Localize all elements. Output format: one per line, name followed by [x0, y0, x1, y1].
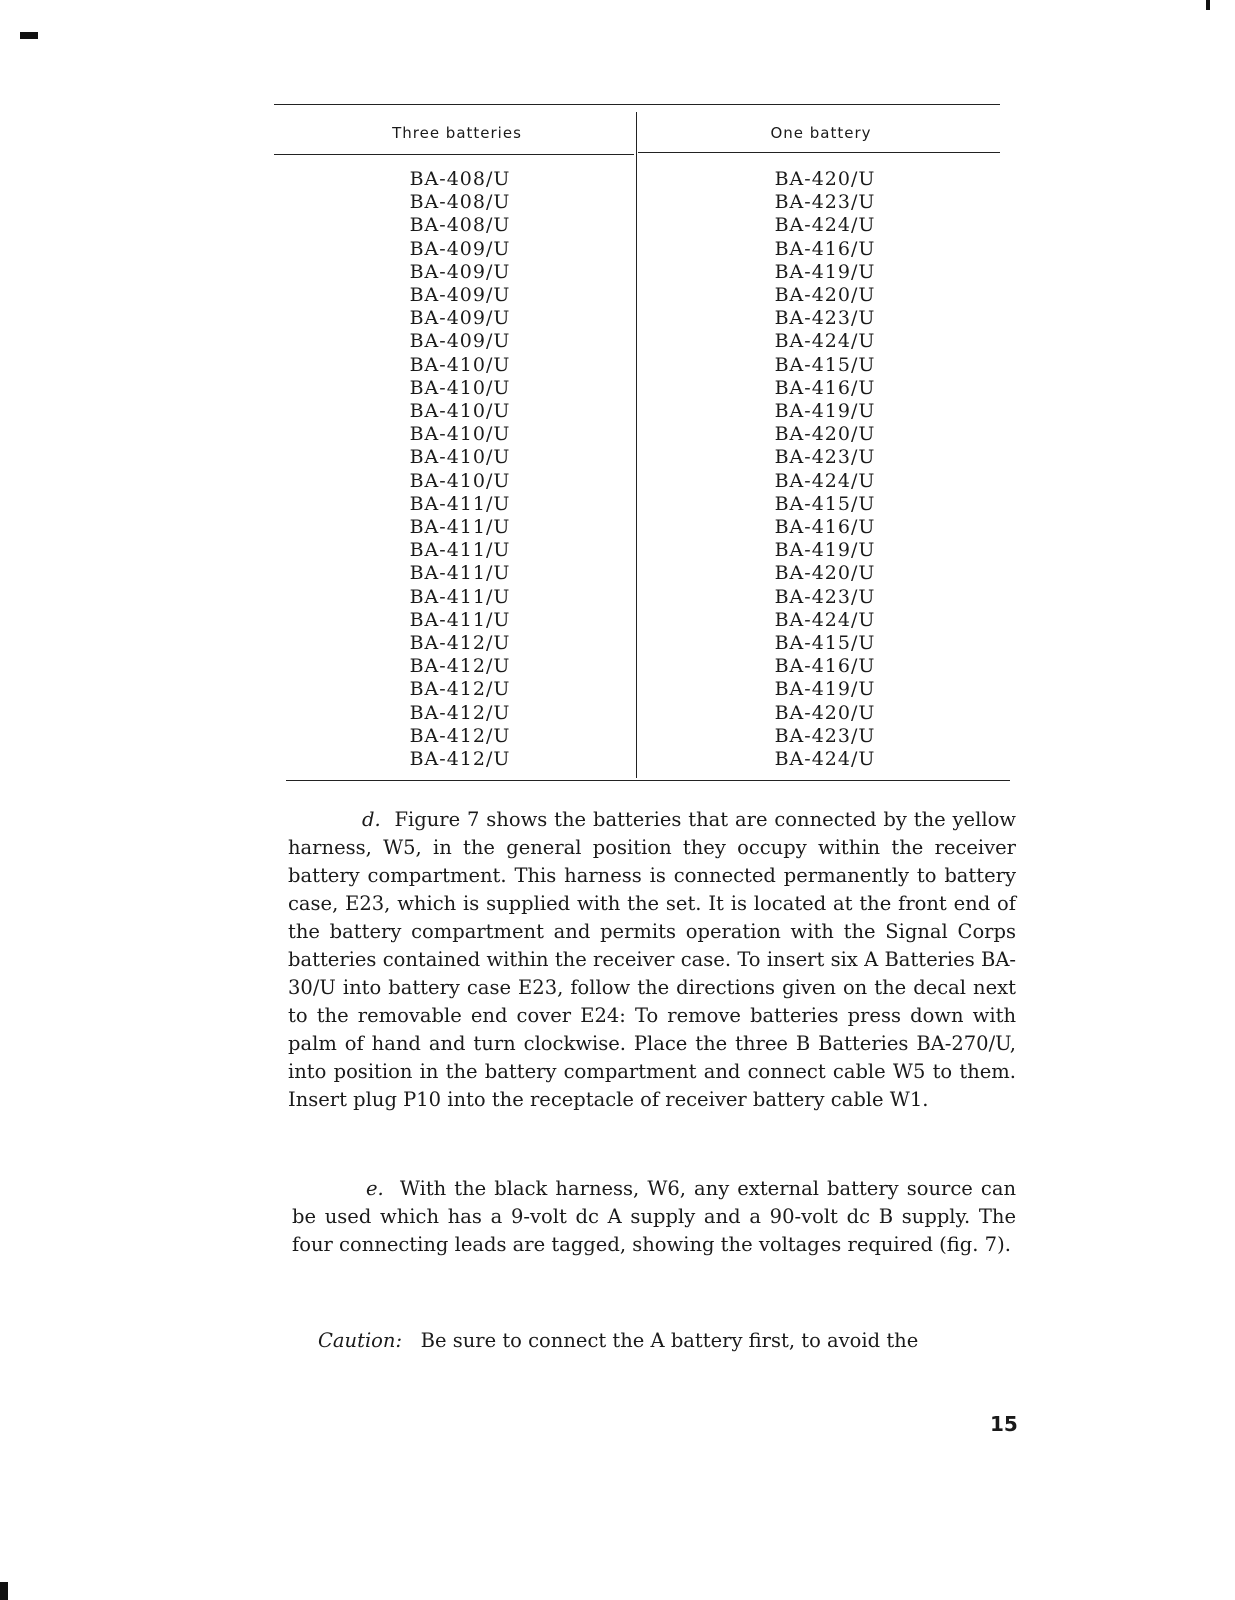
table-cell: BA-412/U: [409, 678, 511, 701]
column-divider: [636, 112, 637, 778]
table-cell: BA-412/U: [409, 632, 511, 655]
table-cell: BA-410/U: [409, 469, 511, 492]
table-cell: BA-410/U: [409, 400, 511, 423]
table-cell: BA-412/U: [409, 724, 511, 747]
table-cell: BA-410/U: [409, 376, 511, 399]
table-cell: BA-424/U: [774, 469, 876, 492]
table-cell: BA-409/U: [409, 284, 511, 307]
table-cell: BA-420/U: [774, 168, 876, 190]
caution-text: Be sure to connect the A battery first, to avoid the: [420, 1329, 919, 1352]
table-cell: BA-423/U: [774, 446, 876, 469]
header-rule-left: [274, 154, 634, 155]
scan-mark-top-right: [1206, 0, 1210, 10]
table-cell: BA-409/U: [409, 330, 511, 353]
header-one-battery: One battery: [770, 124, 872, 142]
table-cell: BA-412/U: [409, 701, 511, 724]
table-cell: BA-409/U: [409, 307, 511, 330]
table-cell: BA-409/U: [409, 260, 511, 283]
table-cell: BA-411/U: [409, 562, 511, 585]
table-cell: BA-412/U: [409, 748, 511, 771]
table-cell: BA-423/U: [774, 585, 876, 608]
table-cell: BA-411/U: [409, 585, 511, 608]
table-cell: BA-419/U: [774, 678, 876, 701]
table-cell: BA-410/U: [409, 423, 511, 446]
table-cell: BA-416/U: [774, 376, 876, 399]
table-cell: BA-419/U: [774, 400, 876, 423]
table-cell: BA-420/U: [774, 701, 876, 724]
table-cell: BA-419/U: [774, 260, 876, 283]
table-cell: BA-410/U: [409, 353, 511, 376]
table-cell: BA-423/U: [774, 191, 876, 214]
table-cell: BA-411/U: [409, 608, 511, 631]
table-cell: BA-412/U: [409, 655, 511, 678]
header-rule-right: [638, 152, 1000, 153]
paragraph-e: [292, 1175, 1016, 1259]
table-cell: BA-416/U: [774, 237, 876, 260]
page-number: 15: [990, 1412, 1018, 1436]
table-cell: BA-408/U: [409, 191, 511, 214]
table-cell: BA-415/U: [774, 353, 876, 376]
caution-label: Caution:: [318, 1329, 403, 1352]
table-cell: BA-411/U: [409, 492, 511, 515]
paragraph-d-text: Figure 7 shows the batteries that are connected by the yellow harness, W5, in the general position they occupy within the receiver battery compartment. This harness is connected permanently to battery case, E23, which is supplied with the set. It is located at the front end of the battery compartment and permits operation with the Signal Corps batteries contained within the receiver case. To insert six A Batteries BA-30/U into battery case E23, follow the directions given on the decal next to the removable end cover E24: To remove batteries press down with palm of hand and turn clockwise. Place the three B Batteries BA-270/U, into position in the battery compartment and connect cable W5 to them. Insert plug P10 into the receptacle of receiver battery cable W1.: [288, 808, 1017, 1111]
table-top-rule: [274, 104, 1000, 105]
table-cell: BA-424/U: [774, 214, 876, 237]
table-cell: BA-420/U: [774, 423, 876, 446]
table-cell: BA-420/U: [774, 284, 876, 307]
table-cell: BA-420/U: [774, 562, 876, 585]
table-cell: BA-408/U: [409, 168, 511, 190]
table-cell: BA-424/U: [774, 748, 876, 771]
table-cell: BA-423/U: [774, 307, 876, 330]
table-cell: BA-424/U: [774, 330, 876, 353]
table-bottom-rule: [286, 780, 1010, 781]
header-three-batteries: Three batteries: [392, 124, 522, 142]
table-cell: BA-424/U: [774, 608, 876, 631]
paragraph-d-lead: d.: [362, 808, 381, 831]
one-battery-column: [680, 168, 970, 771]
three-batteries-column: [320, 168, 600, 771]
table-cell: BA-416/U: [774, 655, 876, 678]
caution-line: [318, 1327, 918, 1355]
table-cell: BA-411/U: [409, 516, 511, 539]
table-cell: BA-411/U: [409, 539, 511, 562]
scan-mark-top-left: [20, 32, 38, 39]
table-cell: BA-410/U: [409, 446, 511, 469]
table-cell: BA-409/U: [409, 237, 511, 260]
scan-mark-bottom-left: [0, 1582, 8, 1600]
paragraph-e-lead: e.: [366, 1177, 384, 1200]
battery-table: [280, 104, 1020, 804]
table-cell: BA-419/U: [774, 539, 876, 562]
paragraph-e-text: With the black harness, W6, any external battery source can be used which has a 9-volt dc A supply and a 90-volt dc B supply. The four connecting leads are tagged, showing the voltages required (fig. 7).: [292, 1177, 1016, 1256]
table-cell: BA-415/U: [774, 632, 876, 655]
table-cell: BA-423/U: [774, 724, 876, 747]
paragraph-d: [288, 806, 1016, 1114]
table-cell: BA-415/U: [774, 492, 876, 515]
table-cell: BA-408/U: [409, 214, 511, 237]
table-cell: BA-416/U: [774, 516, 876, 539]
